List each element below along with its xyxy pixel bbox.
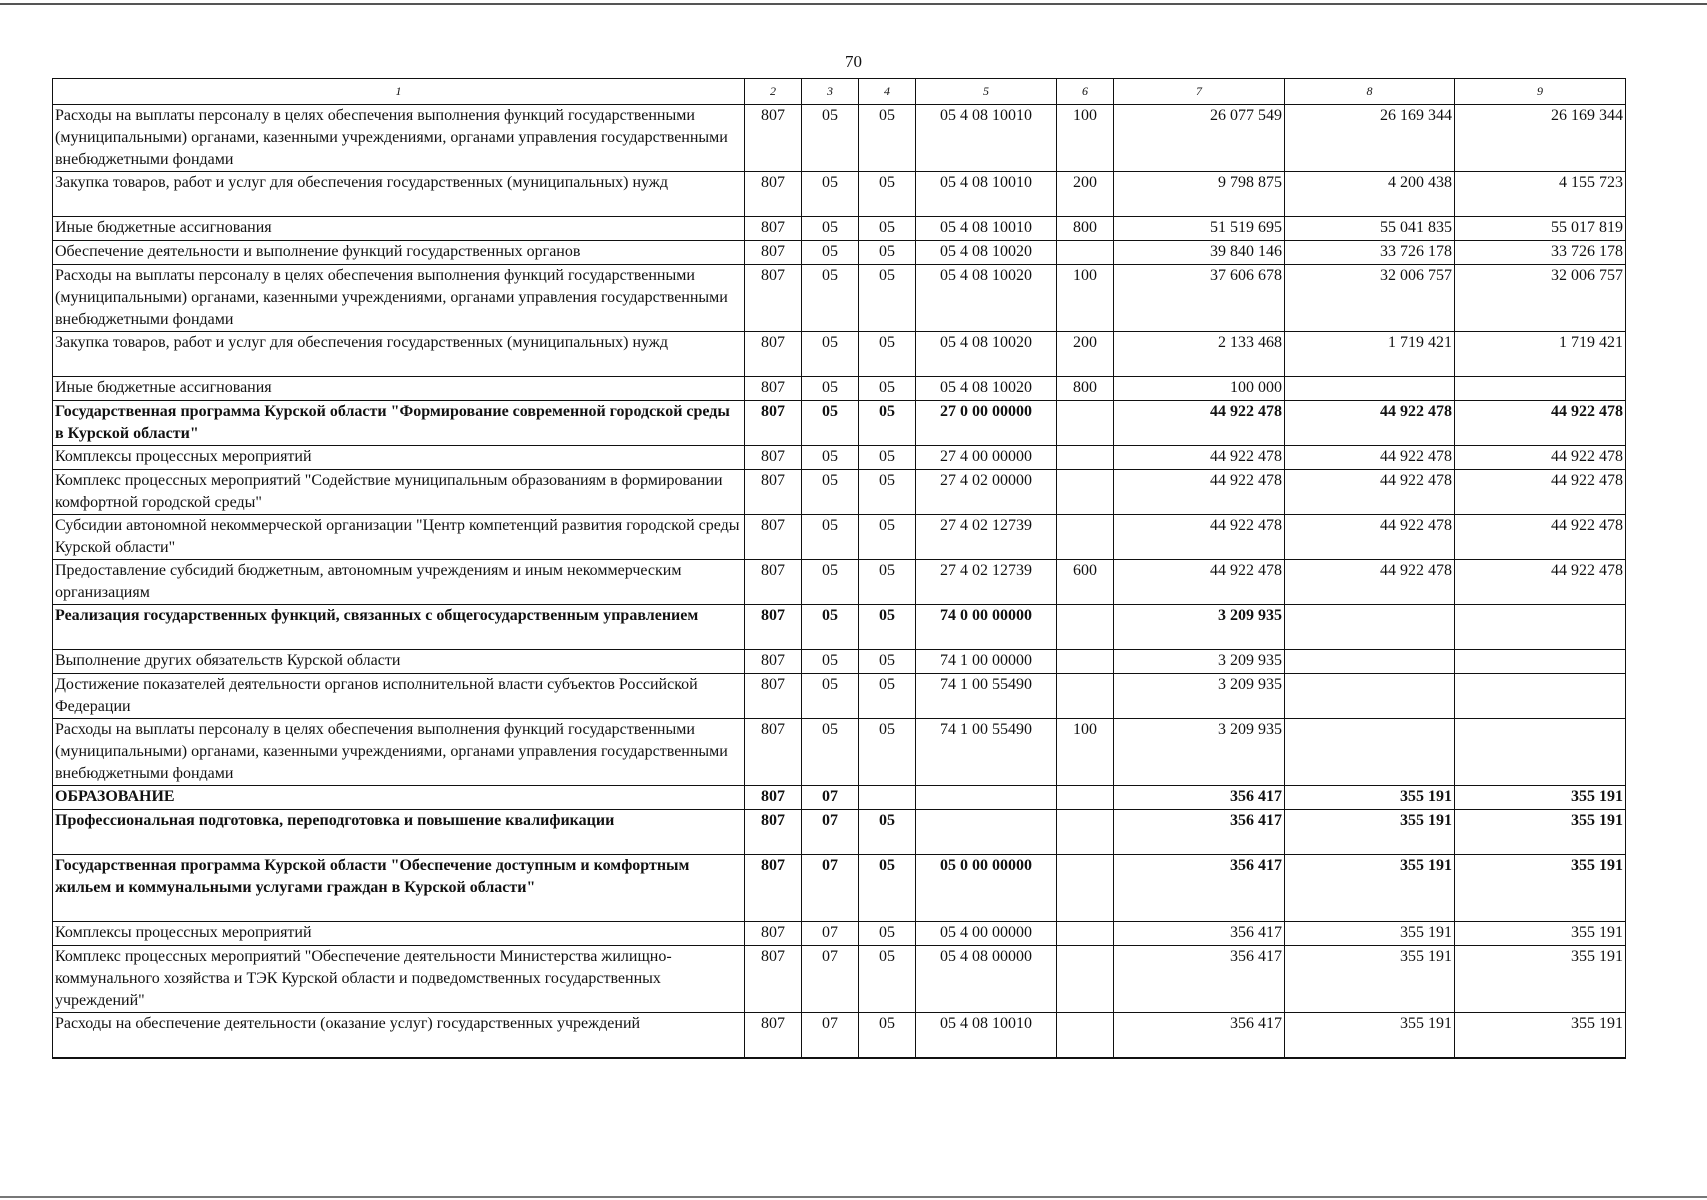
table-row xyxy=(53,401,1626,446)
target-article-code: 74 1 00 55490 xyxy=(916,719,1057,786)
amount-col-8 xyxy=(1285,605,1455,650)
target-article-code xyxy=(916,810,1057,855)
budget-item-name: Профессиональная подготовка, переподготовка и повышение квалификации xyxy=(53,810,745,855)
target-article-code: 27 0 00 00000 xyxy=(916,401,1057,446)
table-row xyxy=(53,332,1626,377)
table-row xyxy=(53,605,1626,650)
subsection-code: 05 xyxy=(859,855,916,922)
ministry-code: 807 xyxy=(745,265,802,332)
table-row xyxy=(53,1013,1626,1058)
ministry-code: 807 xyxy=(745,172,802,217)
table-row xyxy=(53,855,1626,922)
budget-item-name: Комплексы процессных мероприятий xyxy=(53,922,745,946)
subsection-code: 05 xyxy=(859,719,916,786)
section-code: 07 xyxy=(802,922,859,946)
budget-item-name: Комплекс процессных мероприятий "Содействие муниципальным образованиям в формировании комфортной городской среды" xyxy=(53,470,745,515)
amount-col-7: 100 000 xyxy=(1114,377,1285,401)
column-number: 7 xyxy=(1114,79,1285,105)
amount-col-7: 356 417 xyxy=(1114,922,1285,946)
section-code: 05 xyxy=(802,650,859,674)
budget-item-name: Государственная программа Курской области "Формирование современной городской среды в Курской области" xyxy=(53,401,745,446)
ministry-code: 807 xyxy=(745,560,802,605)
ministry-code: 807 xyxy=(745,650,802,674)
target-article-code: 05 4 08 10010 xyxy=(916,217,1057,241)
budget-item-name: Достижение показателей деятельности органов исполнительной власти субъектов Российской Федерации xyxy=(53,674,745,719)
budget-item-name: Реализация государственных функций, связанных с общегосударственным управлением xyxy=(53,605,745,650)
section-code: 05 xyxy=(802,217,859,241)
table-row xyxy=(53,719,1626,786)
ministry-code: 807 xyxy=(745,786,802,810)
section-code: 07 xyxy=(802,1013,859,1058)
section-code: 05 xyxy=(802,470,859,515)
budget-item-name: ОБРАЗОВАНИЕ xyxy=(53,786,745,810)
amount-col-8: 355 191 xyxy=(1285,855,1455,922)
amount-col-9: 355 191 xyxy=(1455,1013,1626,1058)
expense-type-code xyxy=(1057,605,1114,650)
subsection-code: 05 xyxy=(859,922,916,946)
subsection-code: 05 xyxy=(859,172,916,217)
ministry-code: 807 xyxy=(745,605,802,650)
expense-type-code: 200 xyxy=(1057,172,1114,217)
target-article-code: 05 0 00 00000 xyxy=(916,855,1057,922)
ministry-code: 807 xyxy=(745,401,802,446)
amount-col-7: 37 606 678 xyxy=(1114,265,1285,332)
subsection-code: 05 xyxy=(859,446,916,470)
table-body xyxy=(53,105,1626,1058)
amount-col-8: 26 169 344 xyxy=(1285,105,1455,172)
section-code: 05 xyxy=(802,172,859,217)
subsection-code: 05 xyxy=(859,105,916,172)
ministry-code: 807 xyxy=(745,332,802,377)
expense-type-code: 800 xyxy=(1057,377,1114,401)
amount-col-8: 44 922 478 xyxy=(1285,470,1455,515)
ministry-code: 807 xyxy=(745,810,802,855)
target-article-code xyxy=(916,786,1057,810)
subsection-code: 05 xyxy=(859,401,916,446)
target-article-code: 05 4 08 10020 xyxy=(916,241,1057,265)
section-code: 07 xyxy=(802,810,859,855)
section-code: 05 xyxy=(802,446,859,470)
expense-type-code: 800 xyxy=(1057,217,1114,241)
target-article-code: 74 1 00 55490 xyxy=(916,674,1057,719)
ministry-code: 807 xyxy=(745,719,802,786)
target-article-code: 27 4 02 12739 xyxy=(916,560,1057,605)
column-number: 6 xyxy=(1057,79,1114,105)
amount-col-9 xyxy=(1455,377,1626,401)
expense-type-code xyxy=(1057,786,1114,810)
subsection-code: 05 xyxy=(859,810,916,855)
amount-col-7: 3 209 935 xyxy=(1114,674,1285,719)
subsection-code: 05 xyxy=(859,217,916,241)
column-number: 9 xyxy=(1455,79,1626,105)
amount-col-8: 355 191 xyxy=(1285,810,1455,855)
amount-col-9 xyxy=(1455,650,1626,674)
ministry-code: 807 xyxy=(745,217,802,241)
expense-type-code xyxy=(1057,922,1114,946)
top-scan-rule xyxy=(0,3,1707,5)
expense-type-code xyxy=(1057,446,1114,470)
amount-col-8: 55 041 835 xyxy=(1285,217,1455,241)
amount-col-7: 44 922 478 xyxy=(1114,401,1285,446)
amount-col-9: 33 726 178 xyxy=(1455,241,1626,265)
table-row xyxy=(53,650,1626,674)
column-number: 3 xyxy=(802,79,859,105)
amount-col-7: 44 922 478 xyxy=(1114,470,1285,515)
amount-col-8: 355 191 xyxy=(1285,786,1455,810)
budget-item-name: Расходы на выплаты персоналу в целях обеспечения выполнения функций государственными (муниципальными) органами, казенными учреждениями, органами управления государственными внебюджетными фондами xyxy=(53,265,745,332)
amount-col-9: 32 006 757 xyxy=(1455,265,1626,332)
column-number-row xyxy=(53,79,1626,105)
amount-col-9: 1 719 421 xyxy=(1455,332,1626,377)
budget-item-name: Расходы на выплаты персоналу в целях обеспечения выполнения функций государственными (муниципальными) органами, казенными учреждениями, органами управления государственными внебюджетными фондами xyxy=(53,105,745,172)
target-article-code: 05 4 08 10010 xyxy=(916,172,1057,217)
budget-item-name: Иные бюджетные ассигнования xyxy=(53,377,745,401)
expense-type-code xyxy=(1057,241,1114,265)
ministry-code: 807 xyxy=(745,446,802,470)
subsection-code: 05 xyxy=(859,470,916,515)
ministry-code: 807 xyxy=(745,105,802,172)
amount-col-7: 44 922 478 xyxy=(1114,446,1285,470)
table-row xyxy=(53,241,1626,265)
table-row xyxy=(53,265,1626,332)
table-row xyxy=(53,105,1626,172)
table-row xyxy=(53,217,1626,241)
target-article-code: 27 4 00 00000 xyxy=(916,446,1057,470)
section-code: 05 xyxy=(802,332,859,377)
amount-col-8: 355 191 xyxy=(1285,1013,1455,1058)
budget-item-name: Расходы на обеспечение деятельности (оказание услуг) государственных учреждений xyxy=(53,1013,745,1058)
amount-col-9: 4 155 723 xyxy=(1455,172,1626,217)
table-row xyxy=(53,377,1626,401)
amount-col-7: 356 417 xyxy=(1114,1013,1285,1058)
table-row xyxy=(53,172,1626,217)
amount-col-8: 355 191 xyxy=(1285,946,1455,1013)
amount-col-9: 44 922 478 xyxy=(1455,470,1626,515)
section-code: 07 xyxy=(802,946,859,1013)
amount-col-7: 3 209 935 xyxy=(1114,650,1285,674)
ministry-code: 807 xyxy=(745,855,802,922)
amount-col-7: 51 519 695 xyxy=(1114,217,1285,241)
budget-item-name: Расходы на выплаты персоналу в целях обеспечения выполнения функций государственными (муниципальными) органами, казенными учреждениями, органами управления государственными внебюджетными фондами xyxy=(53,719,745,786)
amount-col-7: 9 798 875 xyxy=(1114,172,1285,217)
column-number: 4 xyxy=(859,79,916,105)
amount-col-9: 355 191 xyxy=(1455,786,1626,810)
target-article-code: 05 4 08 10020 xyxy=(916,377,1057,401)
ministry-code: 807 xyxy=(745,377,802,401)
amount-col-7: 3 209 935 xyxy=(1114,605,1285,650)
subsection-code: 05 xyxy=(859,560,916,605)
amount-col-9: 55 017 819 xyxy=(1455,217,1626,241)
subsection-code: 05 xyxy=(859,1013,916,1058)
amount-col-8 xyxy=(1285,674,1455,719)
amount-col-8: 44 922 478 xyxy=(1285,401,1455,446)
section-code: 05 xyxy=(802,515,859,560)
amount-col-9: 44 922 478 xyxy=(1455,446,1626,470)
amount-col-8 xyxy=(1285,377,1455,401)
budget-item-name: Субсидии автономной некоммерческой организации "Центр компетенций развития городской среды Курской области" xyxy=(53,515,745,560)
section-code: 07 xyxy=(802,855,859,922)
amount-col-7: 44 922 478 xyxy=(1114,560,1285,605)
ministry-code: 807 xyxy=(745,470,802,515)
expense-type-code: 100 xyxy=(1057,105,1114,172)
expense-type-code: 100 xyxy=(1057,719,1114,786)
subsection-code: 05 xyxy=(859,515,916,560)
section-code: 05 xyxy=(802,241,859,265)
amount-col-8: 1 719 421 xyxy=(1285,332,1455,377)
section-code: 05 xyxy=(802,719,859,786)
target-article-code: 74 1 00 00000 xyxy=(916,650,1057,674)
budget-item-name: Иные бюджетные ассигнования xyxy=(53,217,745,241)
table-row xyxy=(53,786,1626,810)
amount-col-8: 4 200 438 xyxy=(1285,172,1455,217)
ministry-code: 807 xyxy=(745,674,802,719)
expense-type-code: 100 xyxy=(1057,265,1114,332)
amount-col-7: 39 840 146 xyxy=(1114,241,1285,265)
ministry-code: 807 xyxy=(745,922,802,946)
page-number: 70 xyxy=(845,52,862,71)
table-row xyxy=(53,674,1626,719)
amount-col-8: 44 922 478 xyxy=(1285,515,1455,560)
budget-table xyxy=(52,78,1626,1059)
target-article-code: 27 4 02 12739 xyxy=(916,515,1057,560)
amount-col-9: 44 922 478 xyxy=(1455,401,1626,446)
ministry-code: 807 xyxy=(745,1013,802,1058)
budget-item-name: Закупка товаров, работ и услуг для обеспечения государственных (муниципальных) нужд xyxy=(53,172,745,217)
table-row xyxy=(53,946,1626,1013)
expense-type-code: 200 xyxy=(1057,332,1114,377)
table-row xyxy=(53,470,1626,515)
section-code: 05 xyxy=(802,674,859,719)
section-code: 05 xyxy=(802,605,859,650)
subsection-code: 05 xyxy=(859,946,916,1013)
target-article-code: 05 4 08 00000 xyxy=(916,946,1057,1013)
amount-col-8: 32 006 757 xyxy=(1285,265,1455,332)
expense-type-code xyxy=(1057,946,1114,1013)
section-code: 07 xyxy=(802,786,859,810)
target-article-code: 05 4 08 10020 xyxy=(916,265,1057,332)
amount-col-8 xyxy=(1285,719,1455,786)
target-article-code: 74 0 00 00000 xyxy=(916,605,1057,650)
amount-col-9: 355 191 xyxy=(1455,946,1626,1013)
amount-col-8: 44 922 478 xyxy=(1285,446,1455,470)
target-article-code: 27 4 02 00000 xyxy=(916,470,1057,515)
budget-item-name: Закупка товаров, работ и услуг для обеспечения государственных (муниципальных) нужд xyxy=(53,332,745,377)
subsection-code: 05 xyxy=(859,650,916,674)
amount-col-7: 356 417 xyxy=(1114,810,1285,855)
amount-col-9: 355 191 xyxy=(1455,855,1626,922)
expense-type-code xyxy=(1057,401,1114,446)
column-number: 1 xyxy=(53,79,745,105)
column-number: 5 xyxy=(916,79,1057,105)
budget-item-name: Выполнение других обязательств Курской области xyxy=(53,650,745,674)
table-row xyxy=(53,560,1626,605)
amount-col-9: 44 922 478 xyxy=(1455,515,1626,560)
target-article-code: 05 4 08 10010 xyxy=(916,105,1057,172)
table-row xyxy=(53,446,1626,470)
amount-col-9 xyxy=(1455,605,1626,650)
amount-col-7: 26 077 549 xyxy=(1114,105,1285,172)
column-number: 2 xyxy=(745,79,802,105)
expense-type-code: 600 xyxy=(1057,560,1114,605)
amount-col-7: 356 417 xyxy=(1114,786,1285,810)
amount-col-7: 356 417 xyxy=(1114,946,1285,1013)
amount-col-7: 2 133 468 xyxy=(1114,332,1285,377)
subsection-code: 05 xyxy=(859,241,916,265)
section-code: 05 xyxy=(802,560,859,605)
target-article-code: 05 4 08 10010 xyxy=(916,1013,1057,1058)
expense-type-code xyxy=(1057,1013,1114,1058)
subsection-code: 05 xyxy=(859,265,916,332)
column-number: 8 xyxy=(1285,79,1455,105)
expense-type-code xyxy=(1057,674,1114,719)
budget-item-name: Предоставление субсидий бюджетным, автономным учреждениям и иным некоммерческим организациям xyxy=(53,560,745,605)
amount-col-9 xyxy=(1455,719,1626,786)
amount-col-9 xyxy=(1455,674,1626,719)
ministry-code: 807 xyxy=(745,515,802,560)
expense-type-code xyxy=(1057,855,1114,922)
amount-col-7: 356 417 xyxy=(1114,855,1285,922)
expense-type-code xyxy=(1057,515,1114,560)
section-code: 05 xyxy=(802,105,859,172)
amount-col-8: 33 726 178 xyxy=(1285,241,1455,265)
amount-col-7: 44 922 478 xyxy=(1114,515,1285,560)
subsection-code xyxy=(859,786,916,810)
section-code: 05 xyxy=(802,401,859,446)
section-code: 05 xyxy=(802,265,859,332)
budget-item-name: Обеспечение деятельности и выполнение функций государственных органов xyxy=(53,241,745,265)
target-article-code: 05 4 08 10020 xyxy=(916,332,1057,377)
subsection-code: 05 xyxy=(859,605,916,650)
expense-type-code xyxy=(1057,470,1114,515)
amount-col-8 xyxy=(1285,650,1455,674)
amount-col-9: 355 191 xyxy=(1455,810,1626,855)
table-row xyxy=(53,810,1626,855)
amount-col-9: 26 169 344 xyxy=(1455,105,1626,172)
expense-type-code xyxy=(1057,650,1114,674)
table-row xyxy=(53,515,1626,560)
table-row xyxy=(53,922,1626,946)
budget-item-name: Государственная программа Курской области "Обеспечение доступным и комфортным жильем и коммунальными услугами граждан в Курской области" xyxy=(53,855,745,922)
subsection-code: 05 xyxy=(859,377,916,401)
budget-item-name: Комплексы процессных мероприятий xyxy=(53,446,745,470)
expense-type-code xyxy=(1057,810,1114,855)
ministry-code: 807 xyxy=(745,241,802,265)
amount-col-9: 355 191 xyxy=(1455,922,1626,946)
target-article-code: 05 4 00 00000 xyxy=(916,922,1057,946)
subsection-code: 05 xyxy=(859,332,916,377)
section-code: 05 xyxy=(802,377,859,401)
ministry-code: 807 xyxy=(745,946,802,1013)
bottom-scan-rule xyxy=(0,1196,1707,1198)
amount-col-9: 44 922 478 xyxy=(1455,560,1626,605)
amount-col-8: 44 922 478 xyxy=(1285,560,1455,605)
amount-col-7: 3 209 935 xyxy=(1114,719,1285,786)
budget-item-name: Комплекс процессных мероприятий "Обеспечение деятельности Министерства жилищно-коммунального хозяйства и ТЭК Курской области и подведомственных государственных учреждений" xyxy=(53,946,745,1013)
amount-col-8: 355 191 xyxy=(1285,922,1455,946)
subsection-code: 05 xyxy=(859,674,916,719)
